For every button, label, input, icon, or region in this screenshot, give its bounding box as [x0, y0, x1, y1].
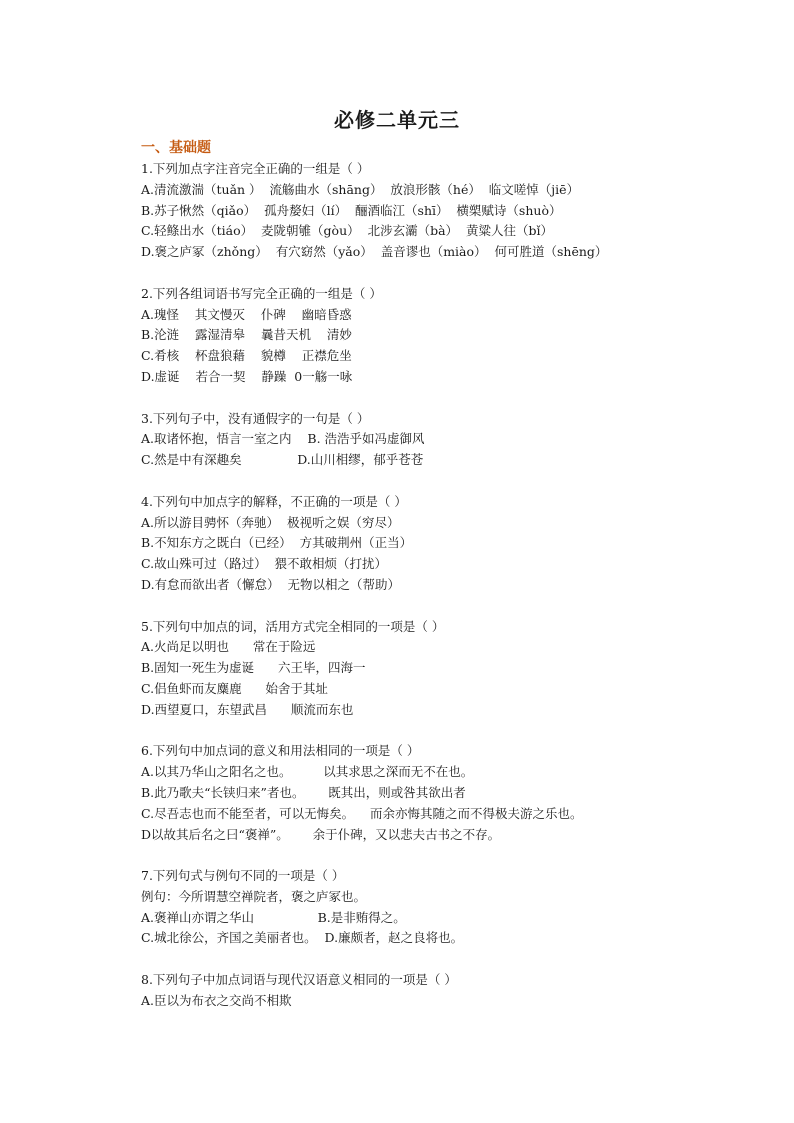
spacer	[141, 263, 761, 284]
question-option: C.城北徐公，齐国之美丽者也。 D.廉颇者，赵之良将也。	[141, 930, 464, 946]
question-option: A.取诸怀抱，悟言一室之内 B. 浩浩乎如冯虚御风	[141, 431, 425, 447]
question-option: A.褒禅山亦谓之华山 B.是非贿得之。	[141, 909, 406, 925]
spacer	[141, 596, 761, 617]
question-option: A.臣以为布衣之交尚不相欺	[141, 992, 292, 1008]
question-option: B.固知一死生为虚诞 六王毕，四海一	[141, 660, 366, 676]
question-stem: 2.下列各组词语书写完全正确的一组是（ ）	[141, 285, 382, 301]
question-option: C.侣鱼虾而友麋鹿 始舍于其址	[141, 680, 328, 696]
question-stem: 8.下列句子中加点词语与现代汉语意义相同的一项是（ ）	[141, 972, 457, 988]
question-option: A.瑰怪 其文慢灭 仆碑 幽暗昏惑	[141, 306, 352, 322]
question-option: D.有怠而欲出者（懈怠） 无物以相之（帮助）	[141, 576, 400, 592]
question-option: B.此乃歌夫“长铗归来”者也。 既其出，则或咎其欲出者	[141, 784, 466, 800]
question-option: D.西望夏口，东望武昌 顺流而东也	[141, 701, 354, 717]
question-option: D.褒之庐冢（zhǒng） 有穴窈然（yǎo） 盖音谬也（miào） 何可胜道（shēng）	[141, 244, 608, 260]
question-option: A.火尚足以明也 常在于险远	[141, 639, 316, 655]
question-option: C.然是中有深趣矣 D.山川相缪，郁乎苍苍	[141, 452, 424, 468]
question-stem: 1.下列加点字注音完全正确的一组是（ ）	[141, 161, 370, 176]
question-option: B.苏子愀然（qiǎo） 孤舟嫠妇（lí） 酾酒临江（shī） 横槊赋诗（shuò）	[141, 202, 562, 218]
example-sentence: 例句：今所谓慧空禅院者，褒之庐冢也。	[141, 888, 367, 904]
question-option: C.肴核 杯盘狼藉 貌樽 正襟危坐	[141, 348, 352, 364]
question-option: C.故山殊可过（路过） 猥不敢相烦（打扰）	[141, 556, 388, 572]
question-option: B.不知东方之既白（已经） 方其破荆州（正当）	[141, 535, 413, 551]
question-stem: 7.下列句式与例句不同的一项是（ ）	[141, 868, 345, 884]
spacer	[141, 471, 761, 492]
question-option: B.沦涟 露湿清皋 曩昔天机 清妙	[141, 327, 352, 343]
question-option: D以故其后名之曰“褒禅”。 余于仆碑，又以悲夫古书之不存。	[141, 826, 501, 842]
question-stem: 5.下列句中加点的词，活用方式完全相同的一项是（ ）	[141, 618, 445, 634]
question-stem: 6.下列句中加点词的意义和用法相同的一项是（ ）	[141, 743, 420, 759]
spacer	[141, 845, 761, 866]
question-list	[141, 137, 761, 1012]
question-option: C.尽吾志也而不能至者，可以无悔矣。 而余亦悔其随之而不得极夫游之乐也。	[141, 805, 583, 821]
spacer	[141, 721, 761, 742]
question-option: C.轻鲦出水（tiáo） 麦陇朝雊（gòu） 北涉玄灞（bà） 黄粱人往（bǐ）	[141, 223, 553, 239]
section-heading: 一、基础题	[141, 140, 211, 156]
question-option: A.清流激湍（tuǎn ） 流觞曲水（shāng） 放浪形骸（hé） 临文嗟悼（jiē）	[141, 181, 580, 197]
question-stem: 4.下列句中加点字的解释，不正确的一项是（ ）	[141, 493, 407, 509]
question-option: A.以其乃华山之阳名之也。 以其求思之深而无不在也。	[141, 764, 474, 780]
question-option: D.虚诞 若合一契 静躁 0一觞一咏	[141, 368, 353, 384]
question-stem: 3.下列句子中，没有通假字的一句是（ ）	[141, 410, 370, 426]
spacer	[141, 388, 761, 409]
spacer	[141, 949, 761, 970]
question-option: A.所以游目骋怀（奔驰） 极视听之娱（穷尽）	[141, 514, 400, 530]
page-title: 必修二单元三	[334, 108, 460, 132]
